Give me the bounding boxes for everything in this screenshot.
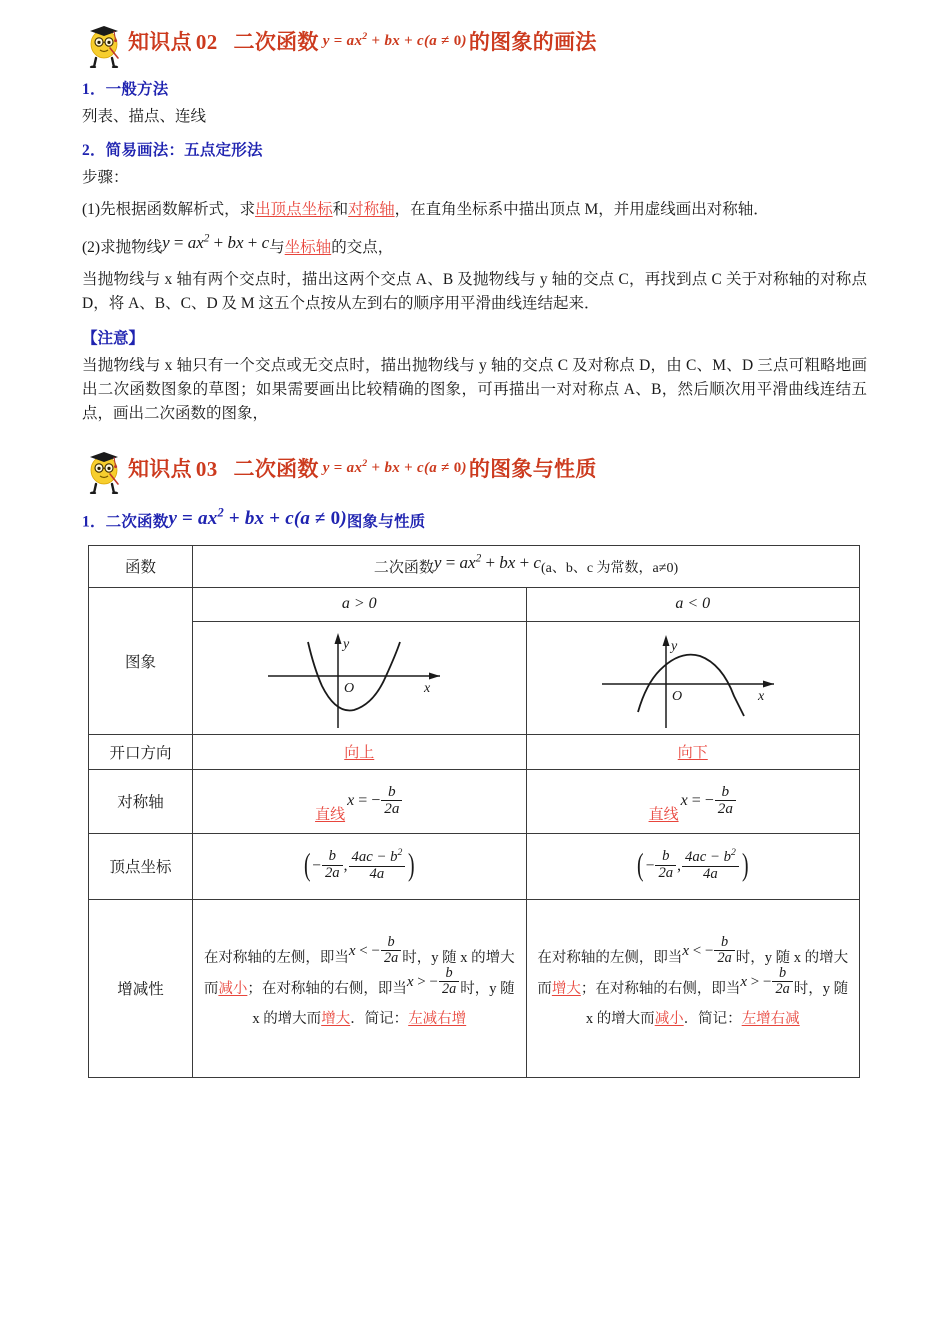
- kp02-label: 知识点: [128, 30, 192, 55]
- monotonic-left: [193, 899, 527, 1077]
- table-row: [89, 545, 860, 587]
- scholar-emoji-icon: [84, 444, 126, 494]
- kp02-tail: 的图象的画法: [468, 30, 597, 55]
- table-row: [89, 734, 860, 769]
- graph-cell-downward: [526, 621, 860, 734]
- function-value-prefix: 二次函数: [373, 559, 434, 576]
- section-2-title: 2．简易画法：五点定形法: [82, 142, 263, 160]
- svg-text:y: y: [670, 638, 677, 654]
- axis-left-formula: x = − $\frac{b}{2a}$: [347, 785, 403, 818]
- mono-left-f1: x < − $\frac{b}{2a}$: [349, 943, 402, 959]
- step2-suffix: 的交点，: [331, 239, 394, 257]
- svg-text:x: x: [757, 688, 764, 704]
- step2-prefix: (2)求抛物线: [82, 239, 163, 257]
- axis-right-word: 直线: [648, 806, 679, 823]
- table-row: [89, 621, 860, 734]
- condition-a-positive: [193, 587, 527, 621]
- mono-right-t3: ；在对称轴的右侧，即当: [580, 980, 741, 997]
- row-label-function: 函数: [89, 545, 193, 587]
- kp03-formula: $y = ax^2$ + bx + c(a ≠ 0): [322, 457, 467, 476]
- row-label-vertex: 顶点坐标: [89, 833, 193, 899]
- kp02-number: 02: [195, 30, 218, 55]
- mono-right-f1: x < − $\frac{b}{2a}$: [682, 943, 735, 959]
- axis-right: [526, 769, 860, 833]
- row-label-graph: 图象: [89, 587, 193, 734]
- scholar-emoji-icon: [84, 18, 126, 68]
- table-row: [89, 769, 860, 833]
- subsection-number: 1．: [82, 513, 106, 531]
- mono-right-t2: 时，y 随 x 的增大而: [537, 949, 849, 997]
- subsection-1-title: [82, 505, 950, 532]
- kp02-formula: $y = ax^2$ + bx + c(a ≠ 0): [322, 31, 467, 50]
- step1-highlight-1: 出顶点坐标: [255, 201, 333, 219]
- step2-mid: 与: [269, 239, 285, 257]
- mono-right-hl1: 增大: [551, 980, 581, 997]
- svg-text:O: O: [671, 688, 682, 704]
- step2-highlight: 坐标轴: [284, 239, 332, 257]
- section-2-body: 步骤：: [82, 169, 129, 187]
- svg-text:y: y: [343, 636, 350, 652]
- opening-right-text: 向下: [677, 745, 708, 762]
- step1-suffix: ，在直角坐标系中描出顶点 M，并用虚线画出对称轴．: [394, 201, 769, 219]
- quadratic-properties-table: [88, 545, 860, 1078]
- monotonic-right: [526, 899, 860, 1077]
- subsection-subject: 二次函数: [105, 513, 169, 531]
- mono-right-t5: ．简记：: [683, 1010, 742, 1027]
- kp03-label: 知识点: [128, 456, 192, 481]
- axis-left: [193, 769, 527, 833]
- mono-left-t2: 时，y 随 x 的增大而: [203, 949, 515, 997]
- step1-mid: 和: [332, 201, 349, 219]
- condition-right-text: a < 0: [675, 595, 711, 613]
- subsection-tail: 图象与性质: [346, 513, 426, 531]
- opening-left-text: 向上: [344, 745, 375, 762]
- opening-left: [193, 734, 527, 769]
- mono-right-t1: 在对称轴的左侧，即当: [537, 949, 683, 966]
- row-label-monotonic: 增减性: [89, 899, 193, 1077]
- table-row: [89, 899, 860, 1077]
- graph-cell-upward: [193, 621, 527, 734]
- mono-left-t4: 时，y 随 x 的增大而: [252, 980, 515, 1027]
- vertex-right: [526, 833, 860, 899]
- note-title: 【注意】: [82, 330, 145, 348]
- step-2-line: [82, 234, 872, 260]
- svg-text:x: x: [424, 680, 431, 696]
- vertex-left: [193, 833, 527, 899]
- svg-text:O: O: [344, 680, 355, 696]
- condition-left-text: a > 0: [341, 595, 377, 613]
- mono-left-t3: ；在对称轴的右侧，即当: [247, 980, 407, 997]
- note-body: 当抛物线与 x 轴只有一个交点或无交点时，描出抛物线与 y 轴的交点 C 及对称点 D，由 C、M、D 三点可粗略地画出二次函数图象的草图；如果需要画出比较精确的图象，可再描出一对对称点 A、B，然后顺次用平滑曲线连结五点，画出二次函数的图象，: [82, 357, 867, 423]
- mono-left-t1: 在对称轴的左侧，即当: [203, 949, 349, 966]
- knowledge-point-03-heading: [86, 444, 950, 494]
- mono-right-f2: x > − $\frac{b}{2a}$: [740, 974, 793, 990]
- step2-formula: $y = ax^2$ + bx + c: [162, 232, 270, 253]
- section-1-body: 列表、描点、连线: [82, 108, 207, 125]
- kp03-tail: 的图象与性质: [468, 456, 597, 481]
- kp02-subject: 二次函数: [233, 30, 319, 55]
- function-value-formula: $y = ax^2$ + bx + c: [433, 552, 541, 572]
- step1-prefix: (1)先根据函数解析式，求: [82, 201, 256, 219]
- knowledge-point-02-heading: [86, 18, 950, 68]
- mono-right-hl3: 左增右减: [741, 1010, 800, 1027]
- step1-highlight-2: 对称轴: [348, 201, 395, 219]
- step-2-detail: 当抛物线与 x 轴有两个交点时，描出这两个交点 A、B 及抛物线与 y 轴的交点 C，再找到点 C 关于对称轴的对称点 D，将 A、B、C、D 及 M 这五个点按从左到右的顺序用平滑曲线连结起来．: [82, 271, 867, 313]
- step-1-line: [82, 198, 872, 222]
- mono-left-f2: x > − $\frac{b}{2a}$: [407, 974, 460, 990]
- kp03-subject: 二次函数: [233, 456, 319, 481]
- axis-right-formula: x = − $\frac{b}{2a}$: [681, 785, 737, 818]
- mono-right-hl2: 减小: [654, 1010, 684, 1027]
- subsection-formula: $y = ax^2$ + bx + c(a ≠ 0): [168, 505, 347, 529]
- kp03-number: 03: [195, 456, 218, 481]
- mono-left-hl3: 左减右增: [408, 1010, 467, 1027]
- downward-parabola-graph: [588, 624, 798, 732]
- axis-left-word: 直线: [315, 806, 346, 823]
- mono-right-t4: 时，y 随 x 的增大而: [585, 980, 849, 1027]
- vertex-right-formula: ( − $\frac{b}{2a}$ , $\frac{4ac - b^2}{4a}$ ): [637, 847, 749, 883]
- condition-a-negative: [526, 587, 860, 621]
- upward-parabola-graph: [254, 624, 464, 732]
- table-row: [89, 833, 860, 899]
- vertex-left-formula: ( − $\frac{b}{2a}$ , $\frac{4ac - b^2}{4a}$ ): [303, 847, 415, 883]
- row-label-axis: 对称轴: [89, 769, 193, 833]
- opening-right: [526, 734, 860, 769]
- function-value-suffix: (a、b、c 为常数，a≠0): [540, 560, 679, 576]
- row-label-opening: 开口方向: [89, 734, 193, 769]
- section-1-title: 1．一般方法: [82, 81, 169, 98]
- mono-left-hl1: 减小: [218, 980, 248, 997]
- mono-left-hl2: 增大: [321, 1010, 351, 1027]
- row-value-function: [193, 545, 860, 587]
- mono-left-t5: ．简记：: [350, 1010, 409, 1027]
- table-row: [89, 587, 860, 621]
